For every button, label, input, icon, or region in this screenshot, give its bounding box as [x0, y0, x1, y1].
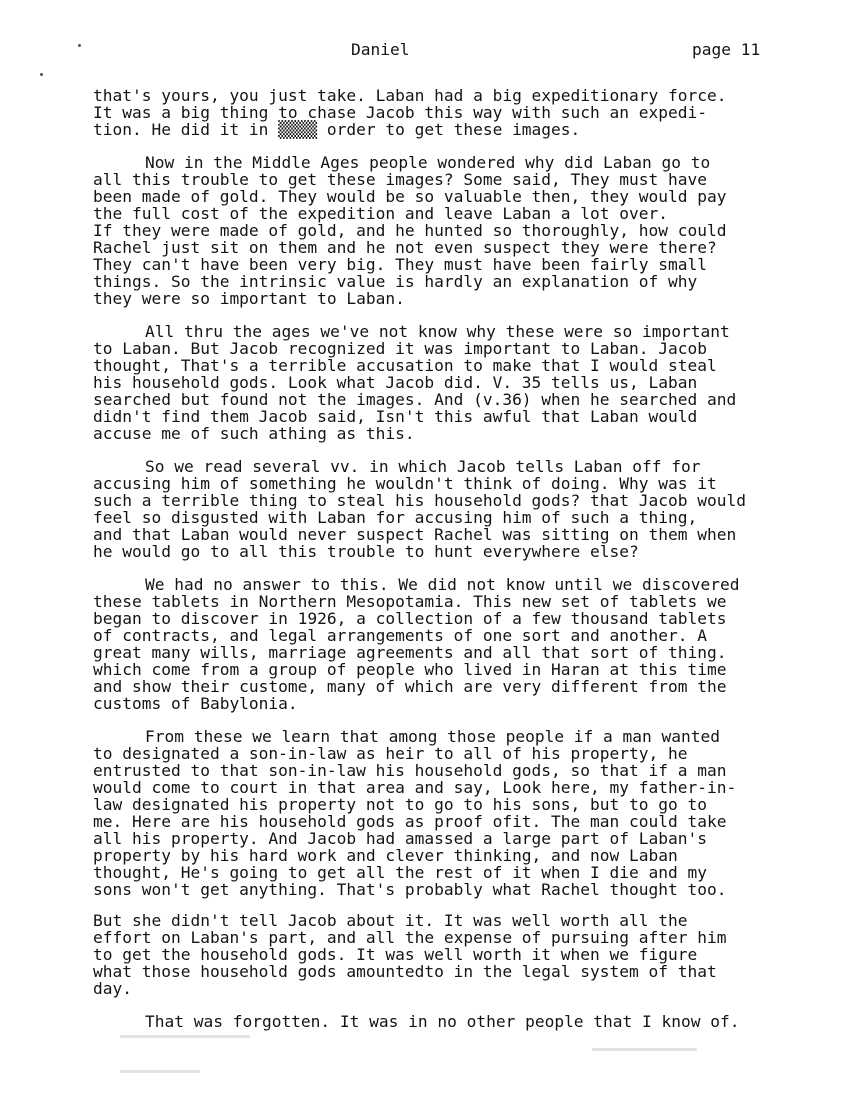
text-line: accusing him of something he wouldn't think of doing. Why was it: [93, 474, 717, 493]
text-line: entrusted to that son-in-law his household gods, so that if a man: [93, 761, 727, 780]
text-line: feel so disgusted with Laban for accusing him of such a thing,: [93, 508, 698, 527]
text-line: to Laban. But Jacob recognized it was important to Laban. Jacob: [93, 339, 707, 358]
text-line: all his property. And Jacob had amassed a large part of Laban's: [93, 829, 707, 848]
text-line: the full cost of the expedition and leave Laban a lot over.: [93, 204, 668, 223]
text-line: these tablets in Northern Mesopotamia. This new set of tablets we: [93, 592, 727, 611]
text-line: effort on Laban's part, and all the expense of pursuing after him: [93, 928, 727, 947]
punch-mark: [40, 73, 43, 76]
text-line: which come from a group of people who lived in Haran at this time: [93, 660, 727, 679]
header-page-number: page 11: [692, 40, 761, 59]
text-line: We had no answer to this. We did not know until we discovered: [145, 575, 740, 594]
text-line: customs of Babylonia.: [93, 694, 298, 713]
text-line: began to discover in 1926, a collection of a few thousand tablets: [93, 609, 727, 628]
text-line: From these we learn that among those people if a man wanted: [145, 727, 720, 746]
text-line: thought, He's going to get all the rest of it when I die and my: [93, 863, 707, 882]
text-line: So we read several vv. in which Jacob tells Laban off for: [145, 457, 701, 476]
text-line: day.: [93, 979, 132, 998]
text-line: thought, That's a terrible accusation to make that I would steal: [93, 356, 717, 375]
text-line: he would go to all this trouble to hunt everywhere else?: [93, 542, 639, 561]
text-line: they were so important to Laban.: [93, 289, 405, 308]
text-line: If they were made of gold, and he hunted so thoroughly, how could: [93, 221, 727, 240]
bleed-through-smudge: [120, 1035, 250, 1038]
text-line: sons won't get anything. That's probably what Rachel thought too.: [93, 880, 727, 899]
text-line: They can't have been very big. They must have been fairly small: [93, 255, 707, 274]
text-line: That was forgotten. It was in no other people that I know of.: [145, 1012, 740, 1031]
text-line: property by his hard work and clever thinking, and now Laban: [93, 846, 678, 865]
text-line: All thru the ages we've not know why these were so important: [145, 322, 730, 341]
text-line: tion. He did it in ▒▒▒▒ order to get these images.: [93, 120, 581, 139]
text-line: of contracts, and legal arrangements of one sort and another. A: [93, 626, 707, 645]
bleed-through-smudge: [120, 1070, 200, 1073]
text-line: accuse me of such athing as this.: [93, 424, 415, 443]
text-line: all this trouble to get these images? Some said, They must have: [93, 170, 707, 189]
text-line: Rachel just sit on them and he not even suspect they were there?: [93, 238, 717, 257]
header-title: Daniel: [351, 40, 410, 59]
punch-mark: [78, 44, 81, 47]
text-line: Now in the Middle Ages people wondered why did Laban go to: [145, 153, 711, 172]
text-line: to designated a son-in-law as heir to all of his property, he: [93, 744, 688, 763]
text-line: would come to court in that area and say, Look here, my father-in-: [93, 778, 737, 797]
text-line: things. So the intrinsic value is hardly an explanation of why: [93, 272, 698, 291]
text-line: But she didn't tell Jacob about it. It was well worth all the: [93, 911, 688, 930]
text-line: what those household gods amountedto in the legal system of that: [93, 962, 717, 981]
text-line: to get the household gods. It was well worth it when we figure: [93, 945, 698, 964]
text-line: that's yours, you just take. Laban had a big expeditionary force.: [93, 86, 727, 105]
text-line: me. Here are his household gods as proof ofit. The man could take: [93, 812, 727, 831]
text-line: law designated his property not to go to his sons, but to go to: [93, 795, 707, 814]
text-line: and show their custome, many of which are very different from the: [93, 677, 727, 696]
text-line: It was a big thing to chase Jacob this way with such an expedi-: [93, 103, 707, 122]
text-line: such a terrible thing to steal his household gods? that Jacob would: [93, 491, 746, 510]
text-line: his household gods. Look what Jacob did. V. 35 tells us, Laban: [93, 373, 698, 392]
text-line: didn't find them Jacob said, Isn't this awful that Laban would: [93, 407, 698, 426]
text-line: and that Laban would never suspect Rachel was sitting on them when: [93, 525, 737, 544]
text-line: great many wills, marriage agreements and all that sort of thing.: [93, 643, 727, 662]
text-line: searched but found not the images. And (v.36) when he searched and: [93, 390, 737, 409]
bleed-through-smudge: [592, 1048, 697, 1051]
text-line: been made of gold. They would be so valuable then, they would pay: [93, 187, 727, 206]
